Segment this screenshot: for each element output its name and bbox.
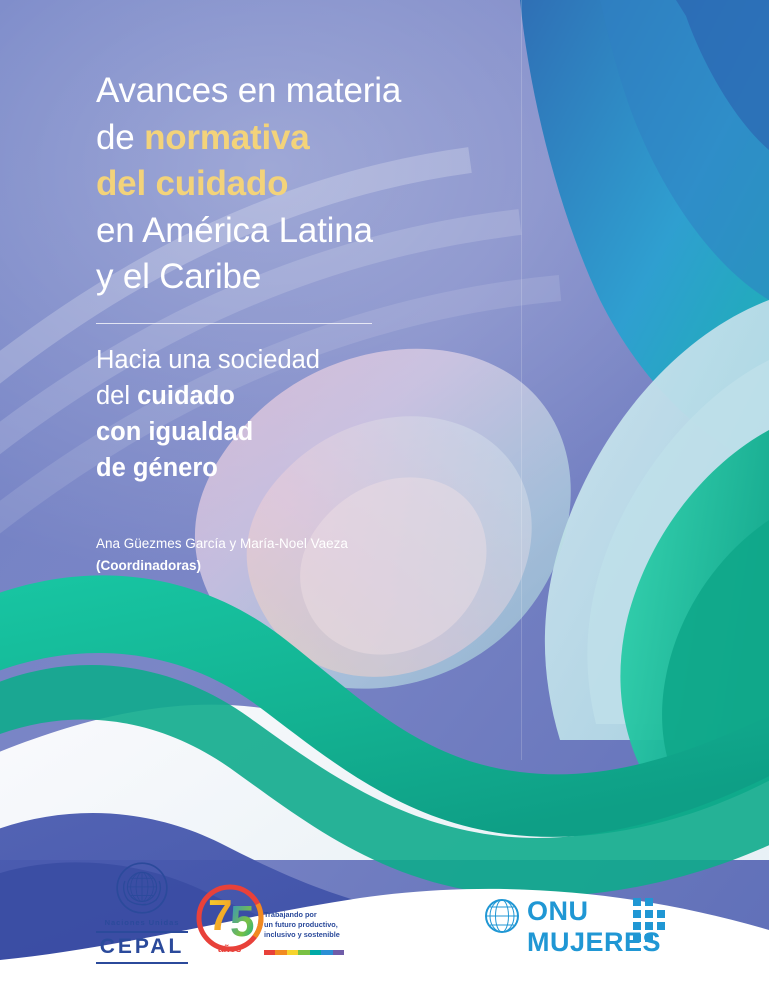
onu-wordmark-line-2: MUJERES [527,927,662,957]
page-subtitle [96,342,526,487]
svg-text:7: 7 [208,891,233,940]
cepal-organization-label: Naciones Unidas [104,918,180,927]
anniversary-tagline [264,910,346,940]
svg-text:años: años [218,944,242,955]
onu-mujeres-logo [483,896,673,958]
title-divider [96,323,372,324]
authors-role: (Coordinadoras) [96,557,202,573]
united-nations-emblem [115,861,169,915]
page-title [96,68,526,301]
logo-strip [0,840,769,1000]
subtitle-line-1: Hacia una sociedad [96,345,320,374]
title-line-1: Avances en materia [96,71,402,110]
svg-text:5: 5 [230,897,255,946]
subtitle-line-3: con igualdad [96,418,254,447]
authors-block [96,533,526,578]
cepal-logo [96,861,188,964]
authors-names: Ana Güezmes García y María-Noel Vaeza [96,535,348,551]
title-line-4: en América Latina [96,210,373,250]
title-line-5: y el Caribe [96,257,262,297]
anniversary-color-bar [264,950,344,955]
title-block [96,68,526,577]
title-line-3: del cuidado [96,164,289,204]
anniversary-tagline-line-2: un futuro productivo, [264,919,338,929]
anniversary-logo [196,866,346,976]
subtitle-line-4: de género [96,454,218,483]
title-line-2: de normativa [96,117,310,157]
subtitle-line-2: del cuidado [96,381,235,410]
anniversary-tagline-line-3: inclusivo y sostenible [264,929,340,939]
cepal-wordmark: CEPAL [96,931,188,964]
onu-mujeres-wordmark [527,898,661,956]
onu-wordmark-line-1: ONU [527,896,589,926]
anniversary-tagline-line-1: Trabajando por [264,910,317,919]
